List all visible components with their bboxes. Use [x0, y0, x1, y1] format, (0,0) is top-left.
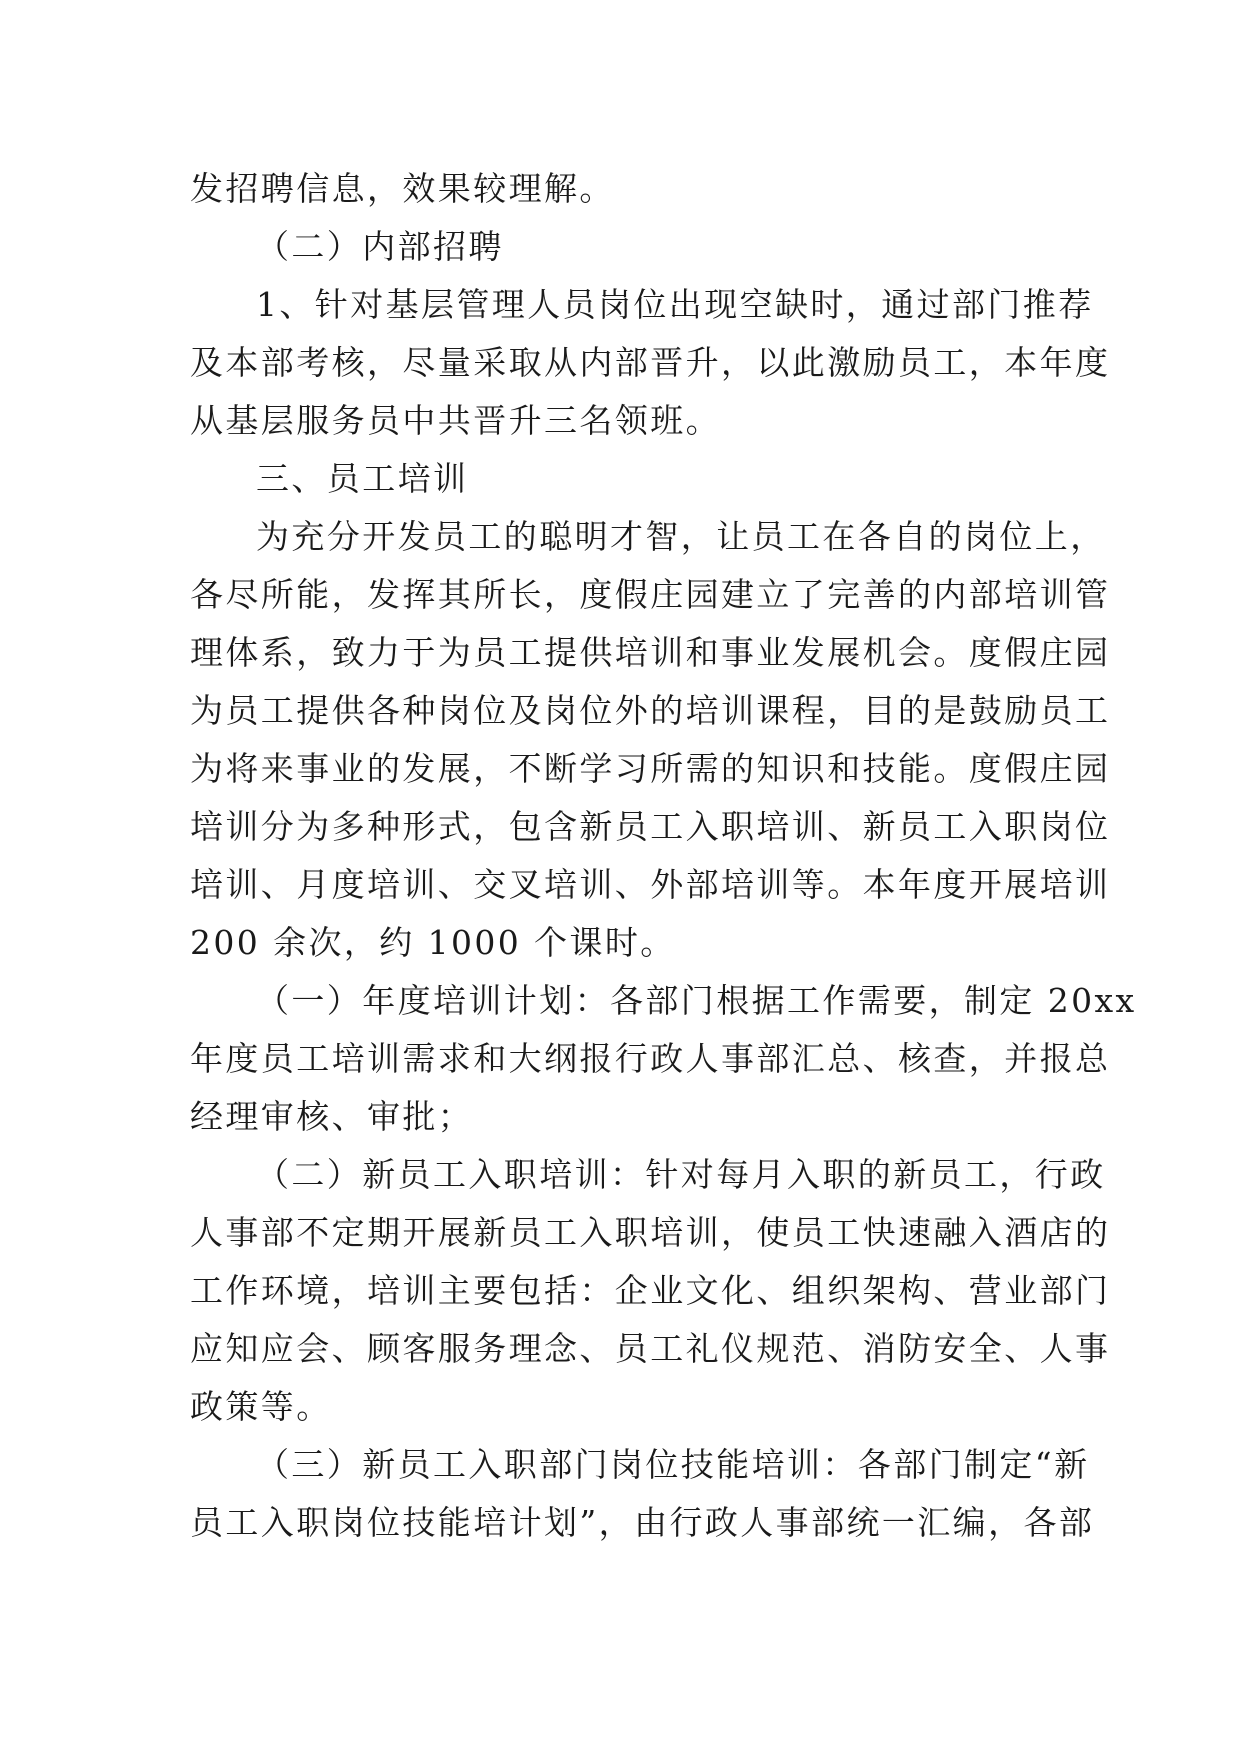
paragraph-line: （二）新员工入职培训：针对每月入职的新员工，行政 [256, 1155, 1106, 1194]
paragraph-line: （三）新员工入职部门岗位技能培训：各部门制定“新 [256, 1445, 1090, 1484]
paragraph-line: 各尽所能，发挥其所长，度假庄园建立了完善的内部培训管 [190, 575, 1111, 614]
paragraph-line: 工作环境，培训主要包括：企业文化、组织架构、营业部门 [190, 1271, 1111, 1310]
section-heading-internal-recruitment: （二）内部招聘 [256, 227, 504, 266]
paragraph-line: 1、针对基层管理人员岗位出现空缺时，通过部门推荐 [256, 285, 1094, 324]
paragraph-line: 理体系，致力于为员工提供培训和事业发展机会。度假庄园 [190, 633, 1111, 672]
body-text [190, 160, 1137, 1552]
paragraph-line: 为充分开发员工的聪明才智，让员工在各自的岗位上， [256, 517, 1106, 556]
paragraph-line: 培训、月度培训、交叉培训、外部培训等。本年度开展培训 [190, 865, 1111, 904]
paragraph-line: 发招聘信息，效果较理解。 [190, 169, 615, 208]
paragraph-line: 为将来事业的发展，不断学习所需的知识和技能。度假庄园 [190, 749, 1111, 788]
paragraph-line: 政策等。 [190, 1387, 332, 1426]
paragraph-line: 应知应会、顾客服务理念、员工礼仪规范、消防安全、人事 [190, 1329, 1111, 1368]
paragraph-line: 及本部考核，尽量采取从内部晋升，以此激励员工，本年度 [190, 343, 1111, 382]
paragraph-line: 人事部不定期开展新员工入职培训，使员工快速融入酒店的 [190, 1213, 1111, 1252]
paragraph-line: （一）年度培训计划：各部门根据工作需要，制定 20xx [256, 981, 1137, 1020]
paragraph-line: 经理审核、审批； [190, 1097, 474, 1136]
paragraph-line: 200 余次，约 1000 个课时。 [190, 923, 676, 962]
section-heading-staff-training: 三、员工培训 [256, 459, 469, 498]
paragraph-line: 从基层服务员中共晋升三名领班。 [190, 401, 721, 440]
paragraph-line: 培训分为多种形式，包含新员工入职培训、新员工入职岗位 [190, 807, 1111, 846]
paragraph-line: 员工入职岗位技能培计划”，由行政人事部统一汇编，各部 [190, 1503, 1095, 1542]
paragraph-line: 为员工提供各种岗位及岗位外的培训课程，目的是鼓励员工 [190, 691, 1111, 730]
paragraph-line: 年度员工培训需求和大纲报行政人事部汇总、核查，并报总 [190, 1039, 1111, 1078]
